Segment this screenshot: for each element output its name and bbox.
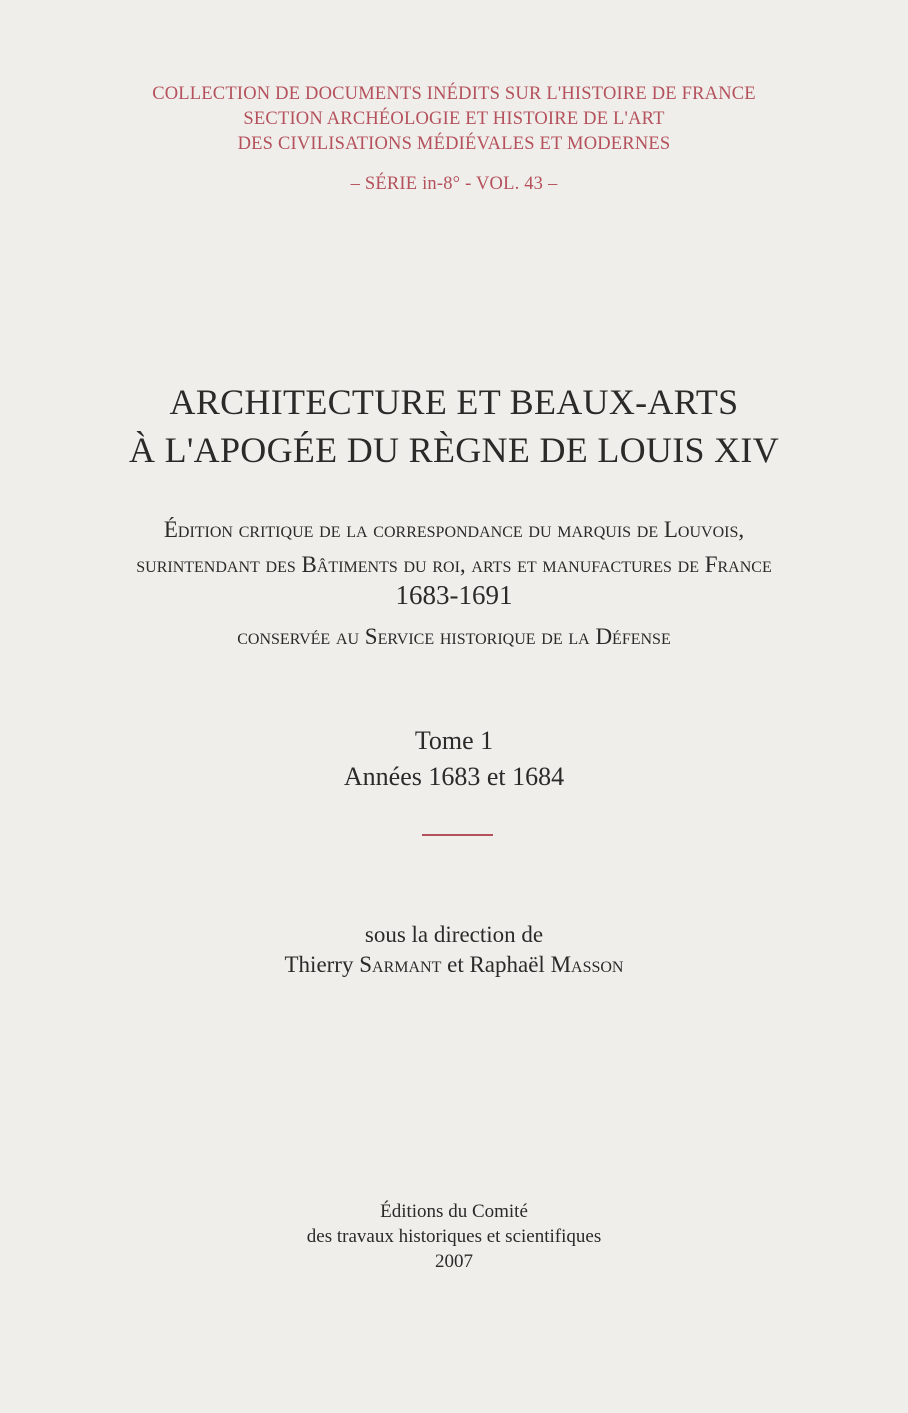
collection-line-1: COLLECTION DE DOCUMENTS INÉDITS SUR L'HISTOIRE DE FRANCE (152, 84, 756, 104)
tome-years: Années 1683 et 1684 (343, 762, 565, 791)
publisher-line-2: des travaux historiques et scientifiques (306, 1226, 602, 1247)
editor-1-first: Thierry (284, 952, 354, 977)
subtitle-line-3: conservée au Service historique de la Défense (237, 624, 671, 649)
collection-line-2: SECTION ARCHÉOLOGIE ET HISTOIRE DE L'ART (243, 109, 665, 129)
series-volume: – SÉRIE in-8° - VOL. 43 – (350, 174, 558, 194)
publication-year: 2007 (435, 1251, 473, 1272)
direction-label: sous la direction de (364, 922, 544, 947)
publisher-line-1: Éditions du Comité (380, 1201, 528, 1222)
editors-and: et (447, 952, 464, 977)
title-line-1: ARCHITECTURE ET BEAUX-ARTS (169, 382, 739, 422)
red-divider (422, 834, 493, 836)
editor-2-first: Raphaël (469, 952, 545, 977)
subtitle-line-1: Édition critique de la correspondance du marquis de Louvois, (163, 517, 745, 542)
editors (0, 950, 908, 980)
editor-1-last: Sarmant (359, 952, 442, 977)
subtitle-years: 1683-1691 (395, 580, 513, 610)
collection-line-3: DES CIVILISATIONS MÉDIÉVALES ET MODERNES (237, 134, 671, 154)
title-line-2: À L'APOGÉE DU RÈGNE DE LOUIS XIV (128, 430, 780, 470)
tome-number: Tome 1 (414, 726, 494, 755)
editor-2-last: Masson (550, 952, 624, 977)
subtitle-line-2: surintendant des Bâtiments du roi, arts et manufactures de France (136, 552, 772, 577)
